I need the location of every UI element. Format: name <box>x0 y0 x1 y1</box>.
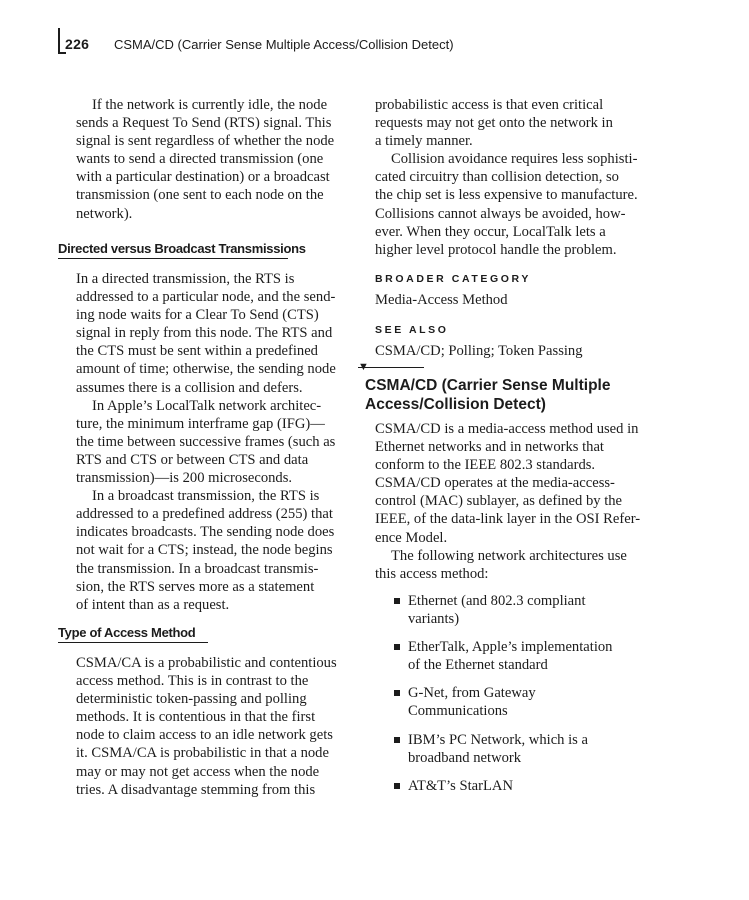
text-line: If the network is currently idle, the node <box>92 97 328 113</box>
text-line: the transmission. In a broadcast transmis- <box>76 560 319 577</box>
text-line: assumes there is a collision and defers. <box>76 379 303 396</box>
list-item <box>375 592 647 628</box>
list-item-text: IBM’s PC Network, which is a <box>408 731 588 748</box>
text-line: transmission (one sent to each node on the <box>76 187 324 204</box>
bullet-square-icon <box>394 644 400 650</box>
bullet-square-icon <box>394 598 400 604</box>
text-line: a timely manner. <box>375 133 473 150</box>
text-line: access method. This is in contrast to the <box>76 673 309 690</box>
bullet-square-icon <box>394 783 400 789</box>
see-also-label: SEE ALSO <box>375 324 449 337</box>
left-intro-paragraph <box>76 96 344 223</box>
text-line: In a directed transmission, the RTS is <box>76 271 295 287</box>
text-line: not wait for a CTS; instead, the node begins <box>76 542 333 559</box>
text-line: transmission)—is 200 microseconds. <box>76 470 293 487</box>
entry-title <box>365 376 665 414</box>
text-line: probabilistic access is that even critical <box>375 97 604 113</box>
list-item-text: broadband network <box>408 749 522 766</box>
list-item-text: Ethernet (and 802.3 compliant <box>408 593 586 609</box>
text-line: with a particular destination) or a broadcast <box>76 169 330 186</box>
right-continuation-paragraphs <box>375 96 647 259</box>
text-line: addressed to a predefined address (255) that <box>76 506 333 523</box>
text-line: the time between successive frames (such as <box>76 433 336 450</box>
entry-marker-triangle-icon: ▼ <box>358 361 369 373</box>
see-also-value: CSMA/CD; Polling; Token Passing <box>375 343 583 360</box>
architecture-bullet-list <box>375 592 647 795</box>
entry-body <box>375 420 647 583</box>
text-line: ence Model. <box>375 529 448 546</box>
cross-reference-block <box>375 270 647 360</box>
text-line: CSMA/CA is a probabilistic and contentious <box>76 655 337 671</box>
running-head-title: CSMA/CD (Carrier Sense Multiple Access/Collision Detect) <box>114 37 454 52</box>
bullet-square-icon <box>394 737 400 743</box>
text-line: In a broadcast transmission, the RTS is <box>92 488 320 505</box>
text-line: deterministic token-passing and polling <box>76 691 307 708</box>
text-line: of intent than as a request. <box>76 596 230 613</box>
list-item-text: Communications <box>408 703 508 720</box>
text-line: higher level protocol handle the problem. <box>375 241 617 258</box>
text-line: conform to the IEEE 802.3 standards. <box>375 457 596 474</box>
list-item <box>375 731 647 767</box>
text-line: requests may not get onto the network in <box>375 115 613 132</box>
text-line: the CTS must be sent within a predefined <box>76 343 318 360</box>
header-rule <box>58 52 66 54</box>
text-line: The following network architectures use <box>391 547 627 564</box>
text-line: network). <box>76 205 133 222</box>
section-heading-type-of-access-method: Type of Access Method <box>58 625 196 640</box>
text-line: IEEE, of the data-link layer in the OSI Refer- <box>375 511 641 528</box>
text-line: it. CSMA/CA is probabilistic in that a node <box>76 745 329 762</box>
list-item <box>375 777 647 795</box>
broader-category-value: Media-Access Method <box>375 292 508 309</box>
text-line: tries. A disadvantage stemming from this <box>76 781 316 798</box>
text-line: cated circuitry than collision detection, so <box>375 169 619 186</box>
list-item-text: AT&T’s StarLAN <box>408 777 513 794</box>
text-line: signal in reply from this node. The RTS and <box>76 325 333 342</box>
text-line: RTS and CTS or between CTS and data <box>76 451 309 468</box>
text-line: this access method: <box>375 565 489 582</box>
text-line: the chip set is less expensive to manufacture. <box>375 187 638 204</box>
list-item <box>375 638 647 674</box>
section-heading-directed-vs-broadcast: Directed versus Broadcast Transmissions <box>58 241 306 256</box>
text-line: sion, the RTS serves more as a statement <box>76 578 315 595</box>
list-item-text: of the Ethernet standard <box>408 657 548 674</box>
entry-title-line: CSMA/CD (Carrier Sense Multiple <box>365 377 611 394</box>
bullet-square-icon <box>394 690 400 696</box>
text-line: ture, the minimum interframe gap (IFG)— <box>76 415 325 432</box>
list-item-text: variants) <box>408 611 460 628</box>
entry-title-line: Access/Collision Detect) <box>365 396 546 413</box>
list-item-text: G-Net, from Gateway <box>408 685 536 702</box>
text-line: In Apple’s LocalTalk network architec- <box>92 397 322 414</box>
text-line: sends a Request To Send (RTS) signal. This <box>76 115 332 132</box>
section-type-of-access-method-body <box>76 654 344 799</box>
text-line: CSMA/CD is a media-access method used in <box>375 421 639 437</box>
page-number: 226 <box>65 36 90 52</box>
header-margin-bar <box>58 28 60 52</box>
text-line: Ethernet networks and in networks that <box>375 439 604 456</box>
text-line: wants to send a directed transmission (one <box>76 151 324 168</box>
text-line: Collision avoidance requires less sophisti- <box>391 151 638 168</box>
text-line: indicates broadcasts. The sending node does <box>76 524 335 541</box>
text-line: may or may not get access when the node <box>76 763 320 780</box>
text-line: node to claim access to an idle network gets <box>76 727 333 744</box>
section-heading-rule <box>58 642 208 643</box>
broader-category-label: BROADER CATEGORY <box>375 273 531 285</box>
text-line: control (MAC) sublayer, as defined by the <box>375 493 623 510</box>
text-line: ever. When they occur, LocalTalk lets a <box>375 223 606 240</box>
text-line: amount of time; otherwise, the sending node <box>76 361 336 378</box>
list-item-text: EtherTalk, Apple’s implementation <box>408 639 613 656</box>
text-line: methods. It is contentious in that the first <box>76 709 316 726</box>
section-heading-rule <box>58 258 288 259</box>
section-directed-vs-broadcast-body <box>76 270 344 614</box>
text-line: addressed to a particular node, and the send- <box>76 289 336 306</box>
text-line: signal is sent regardless of whether the node <box>76 133 335 150</box>
text-line: CSMA/CD operates at the media-access- <box>375 475 615 492</box>
text-line: Collisions cannot always be avoided, how- <box>375 205 626 222</box>
list-item <box>375 684 647 720</box>
text-line: ing node waits for a Clear To Send (CTS) <box>76 307 319 324</box>
